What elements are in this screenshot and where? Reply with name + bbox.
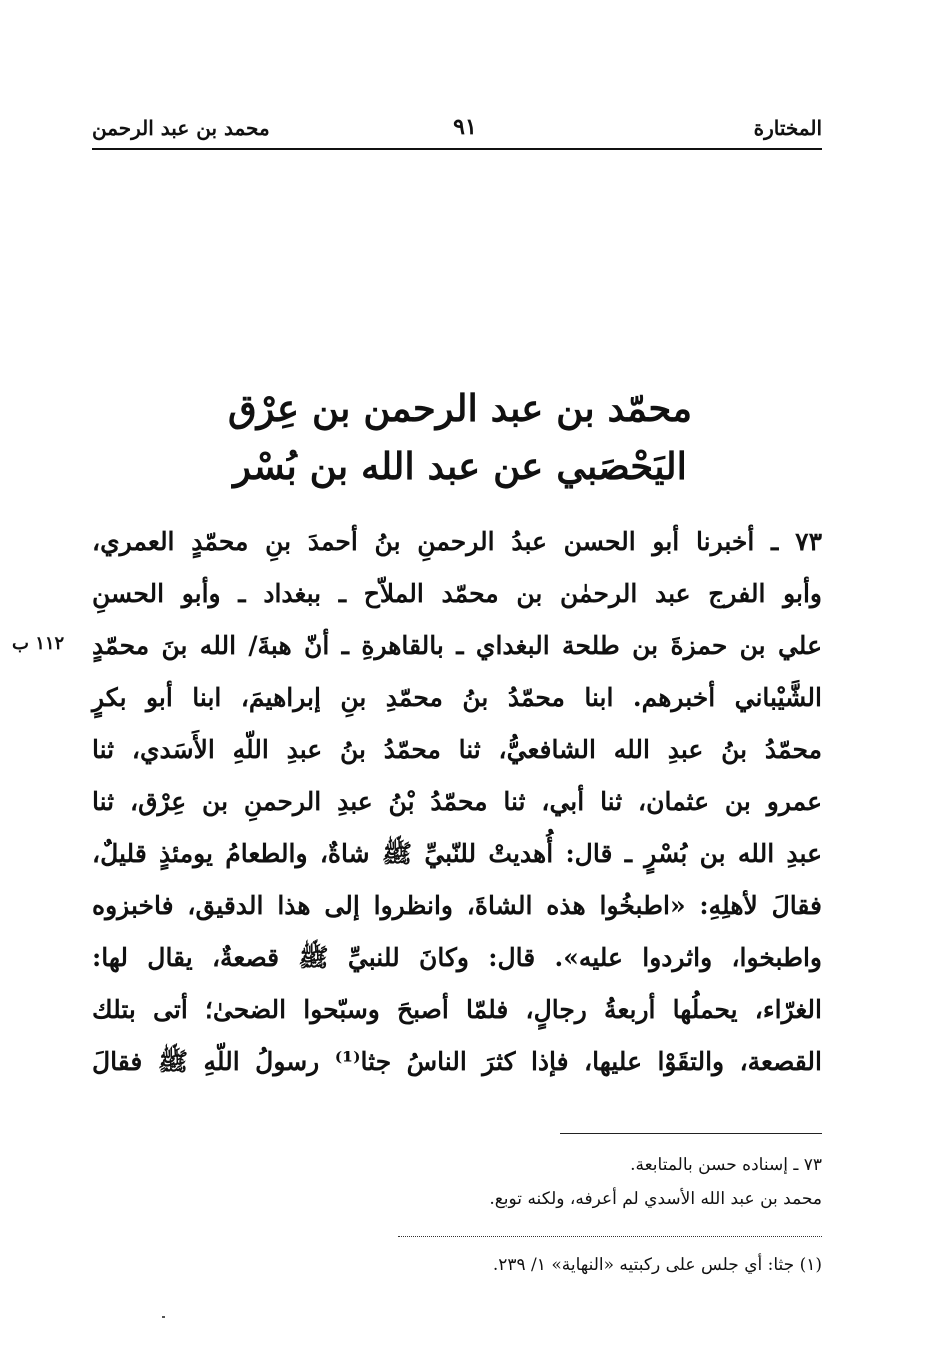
text-line: القصعة، والتقَوْا عليها، فإذا كثرَ الناسُ جثا⁽¹⁾ رسولُ اللّهِ ﷺ فقالَ — [92, 1047, 822, 1076]
text-line: واطبخوا، واثردوا عليه». قال: وكانَ للنبيِّ ﷺ قصعةٌ، يقال لها: — [92, 943, 822, 972]
text-line: عمرو بن عثمان، ثنا أبي، ثنا محمّدُ بْنُ عبدِ الرحمنِ بن عِرْق، ثنا — [92, 787, 822, 816]
text-line: محمّدُ بنُ عبدِ الله الشافعيُّ، ثنا محمّدُ بنُ عبدِ اللّهِ الأَسَدي، ثنا — [92, 735, 822, 764]
text-line: الشَّيْباني أخبرهم. ابنا محمّدُ بنُ محمّدِ بنِ إبراهيمَ، ابنا أبو بكرٍ — [92, 683, 822, 712]
footnote-dotted-separator — [398, 1236, 822, 1237]
footnote-separator — [560, 1133, 822, 1134]
text-line: عبدِ الله بن بُسْرٍ ـ قال: أُهديتْ للنّبيِّ ﷺ شاةٌ، والطعامُ يومئذٍ قليلٌ، — [92, 839, 822, 868]
chapter-title-line-1: محمّد بن عبد الرحمن بن عِرْق — [227, 386, 693, 430]
footnote-hadith-grade: ٧٣ ـ إسناده حسن بالمتابعة. — [630, 1155, 822, 1175]
scan-speck — [162, 1316, 165, 1318]
text-line: فقالَ لأهلِهِ: «اطبخُوا هذه الشاةَ، وانظروا إلى هذا الدقيق، فاخبزوه — [92, 891, 822, 920]
text-line: وأبو الفرج عبد الرحمٰن بن محمّد الملاّح ـ ببغداد ـ وأبو الحسنِ — [92, 579, 822, 608]
footnote-narrator-note: محمد بن عبد الله الأسدي لم أعرفه، ولكنه توبع. — [489, 1189, 822, 1209]
hadith-text — [92, 0, 822, 1100]
page-number: ٩١ — [453, 114, 477, 140]
chapter-title-line-2: اليَحْصَبي عن عبد الله بن بُسْر — [233, 444, 687, 488]
text-line: ٧٣ ـ أخبرنا أبو الحسن عبدُ الرحمنِ بنُ أحمدَ بنِ محمّدٍ العمري، — [92, 527, 822, 556]
text-line: الغرّاء، يحملُها أربعةُ رجالٍ، فلمّا أصبحَ وسبّحوا الضحىٰ؛ أتى بتلك — [92, 995, 822, 1024]
text-line: علي بن حمزةَ بن طلحة البغداي ـ بالقاهرةِ ـ أنّ هبةَ/ الله بنَ محمّدٍ — [92, 631, 822, 660]
running-header-book-title: المختارة — [753, 116, 822, 140]
manuscript-folio-note: ١١٢ ب — [12, 633, 65, 654]
footnote-1: (١) جثا: أي جلس على ركبتيه «النهاية» ١/ ٢٣٩. — [492, 1255, 822, 1275]
running-header-section-title: محمد بن عبد الرحمن — [92, 116, 270, 140]
